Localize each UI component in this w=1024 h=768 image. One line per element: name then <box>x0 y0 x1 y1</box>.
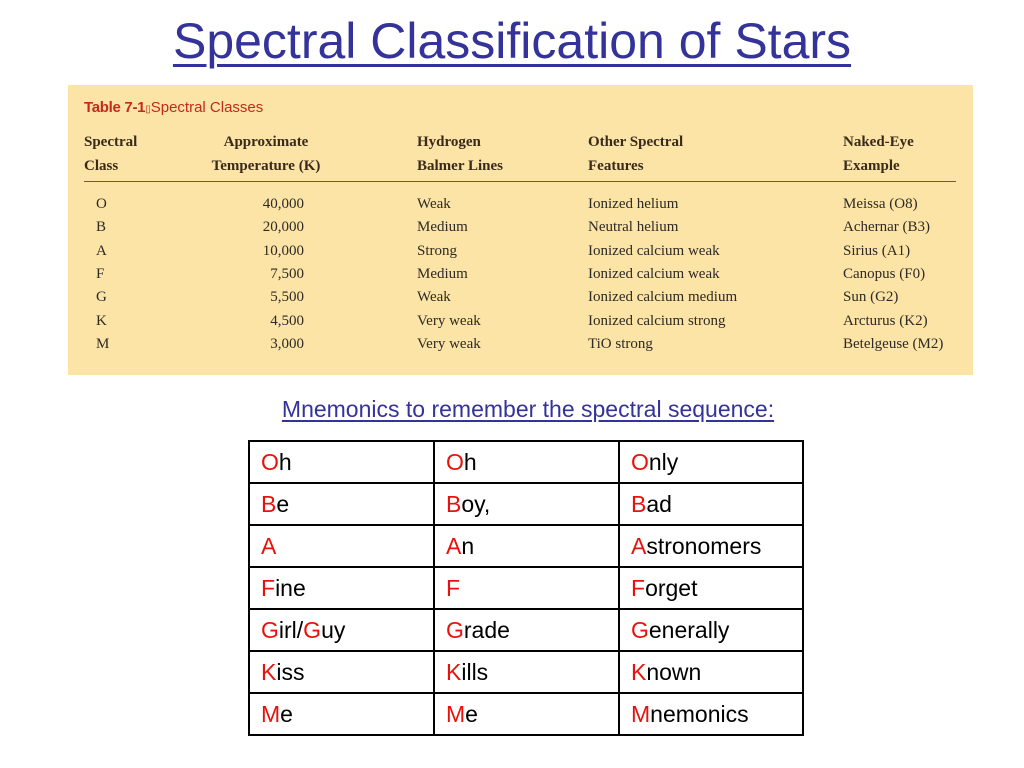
header-temperature: Approximate Temperature (K) <box>211 134 321 174</box>
mnemonic-word <box>434 609 619 651</box>
table-row: G 5,500 Weak Ionized calcium medium Sun (G2) <box>96 289 899 305</box>
initial-letter: F <box>446 574 461 601</box>
slide-title: Spectral Classification of Stars <box>172 13 852 69</box>
word-remainder: orget <box>645 574 698 601</box>
mnemonic-word <box>434 567 619 609</box>
mnemonic-word <box>434 693 619 735</box>
table-row: F 7,500 Medium Ionized calcium weak Canopus (F0) <box>96 266 926 282</box>
initial-letter: M <box>261 700 281 727</box>
initial-letter: G <box>631 616 649 643</box>
mnemonic-word <box>249 525 434 567</box>
mnemonic-word <box>249 651 434 693</box>
spectral-classes-table <box>68 85 973 375</box>
mnemonic-word <box>619 567 803 609</box>
initial-letter: K <box>261 658 277 685</box>
table-row: M 3,000 Very weak TiO strong Betelgeuse (M2) <box>96 336 944 352</box>
mnemonic-word <box>249 441 434 483</box>
word-remainder: e <box>280 700 293 727</box>
word-remainder: e <box>276 490 290 517</box>
table-caption <box>84 99 263 117</box>
word-remainder: rade <box>463 616 510 643</box>
mnemonic-word <box>619 483 803 525</box>
word-remainder: h <box>463 448 477 475</box>
table-row: B 20,000 Medium Neutral helium Achernar (B3) <box>96 219 931 235</box>
initial-letter: B <box>261 490 277 517</box>
mnemonic-word <box>434 525 619 567</box>
word-remainder: irl/ <box>278 616 304 643</box>
mnemonic-row <box>249 483 803 525</box>
mnemonic-word <box>434 483 619 525</box>
mnemonic-word <box>434 651 619 693</box>
initial-letter: G <box>446 616 464 643</box>
initial-letter: K <box>631 658 647 685</box>
initial-letter: O <box>446 448 464 475</box>
initial-letter: F <box>631 574 646 601</box>
table-row: A 10,000 Strong Ionized calcium weak Sirius (A1) <box>96 243 911 259</box>
word-remainder: e <box>465 700 478 727</box>
word-remainder: enerally <box>648 616 730 643</box>
mnemonic-word <box>249 483 434 525</box>
table-number: Table 7-1 <box>84 99 146 116</box>
word-remainder: nly <box>648 448 679 475</box>
initial-letter: G <box>303 616 322 643</box>
mnemonic-word <box>619 609 803 651</box>
mnemonics-subtitle: Mnemonics to remember the spectral sequence: <box>281 396 775 422</box>
word-remainder: uy <box>321 616 346 643</box>
initial-letter: O <box>261 448 279 475</box>
initial-letter: K <box>446 658 462 685</box>
header-rule <box>84 181 956 182</box>
initial-letter: F <box>261 574 276 601</box>
initial-letter: A <box>631 532 647 559</box>
mnemonics-table <box>248 440 804 736</box>
word-remainder: iss <box>276 658 305 685</box>
initial-letter: O <box>631 448 649 475</box>
mnemonic-row <box>249 651 803 693</box>
table-row: K 4,500 Very weak Ionized calcium strong Arcturus (K2) <box>96 313 928 329</box>
word-remainder: nown <box>646 658 702 685</box>
mnemonic-row <box>249 609 803 651</box>
word-remainder: h <box>278 448 292 475</box>
header-other-features: Other Spectral Features <box>588 134 684 174</box>
word-remainder: nemonics <box>650 700 749 727</box>
word-remainder: ine <box>275 574 306 601</box>
mnemonic-row <box>249 693 803 735</box>
mnemonic-word <box>619 525 803 567</box>
mnemonic-word <box>434 441 619 483</box>
initial-letter: A <box>446 532 462 559</box>
mnemonic-row <box>249 441 803 483</box>
table-title: Spectral Classes <box>150 99 264 116</box>
word-remainder: ills <box>461 658 489 685</box>
mnemonic-word <box>249 693 434 735</box>
initial-letter: G <box>261 616 279 643</box>
initial-letter: M <box>446 700 466 727</box>
word-remainder: n <box>461 532 475 559</box>
mnemonic-word <box>619 651 803 693</box>
header-balmer-lines: Hydrogen Balmer Lines <box>417 134 503 174</box>
mnemonic-word <box>619 441 803 483</box>
mnemonic-row <box>249 567 803 609</box>
mnemonic-word <box>619 693 803 735</box>
header-spectral-class: Spectral Class <box>84 134 138 174</box>
caption-separator: ▯ <box>145 104 151 115</box>
initial-letter: B <box>631 490 647 517</box>
initial-letter: B <box>446 490 462 517</box>
initial-letter: A <box>261 532 277 559</box>
header-naked-eye-example: Naked-Eye Example <box>843 134 914 174</box>
mnemonic-row <box>249 525 803 567</box>
mnemonic-word <box>249 609 434 651</box>
word-remainder: stronomers <box>646 532 762 559</box>
initial-letter: M <box>631 700 651 727</box>
mnemonic-word <box>249 567 434 609</box>
table-row: O 40,000 Weak Ionized helium Meissa (O8) <box>96 196 918 212</box>
word-remainder: oy, <box>461 490 491 517</box>
word-remainder: ad <box>646 490 672 517</box>
